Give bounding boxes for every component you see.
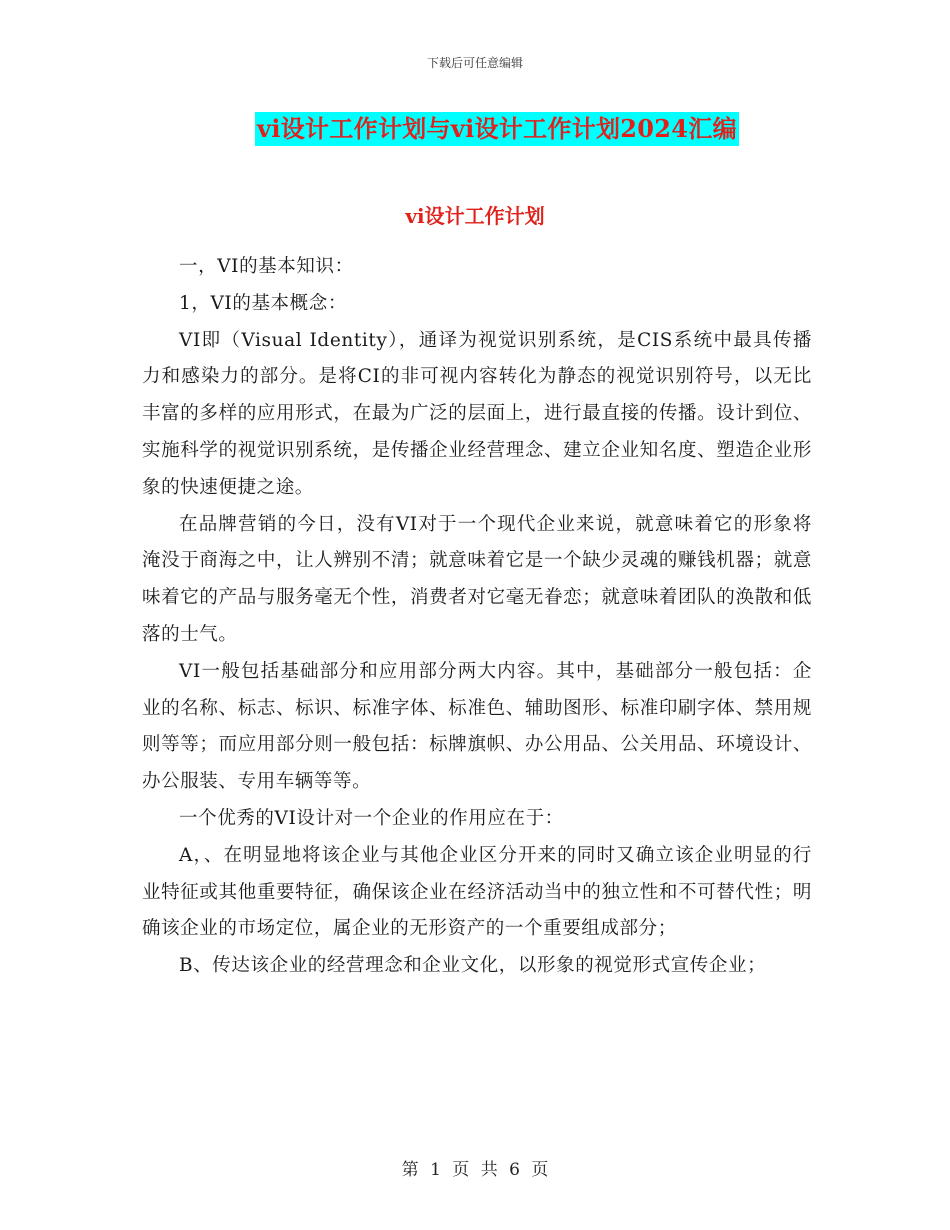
page-footer: 第 1 页 共 6 页 — [401, 1160, 549, 1180]
paragraph-7: A，、在明显地将该企业与其他企业区分开来的同时又确立该企业明显的行业特征或其他重要特征，确保该企业在经济活动当中的独立性和不可替代性；明确该企业的市场定位，属企业的无形资产的一个重要组成部分； — [142, 844, 812, 940]
paragraph-5: VI一般包括基础部分和应用部分两大内容。其中，基础部分一般包括：企业的名称、标志、标识、标准字体、标准色、辅助图形、标准印刷字体、禁用规则等等；而应用部分则一般包括：标牌旗帜、办公用品、公关用品、环境设计、办公服装、专用车辆等等。 — [142, 660, 812, 793]
main-title-wrap — [0, 112, 950, 146]
paragraph-6: 一个优秀的VI设计对一个企业的作用应在于： — [179, 807, 564, 829]
paragraph-2: 1，VI的基本概念： — [179, 292, 347, 314]
paragraph-3: VI即（Visual Identity），通译为视觉识别系统，是CIS系统中最具传播力和感染力的部分。是将CI的非可视内容转化为静态的视觉识别符号，以无比丰富的多样的应用形式，在最为广泛的层面上，进行最直接的传播。设计到位、实施科学的视觉识别系统，是传播企业经营理念、建立企业知名度、塑造企业形象的快速便捷之途。 — [142, 329, 812, 498]
section-title: vi设计工作计划 — [405, 204, 545, 228]
paragraph-8: B、传达该企业的经营理念和企业文化，以形象的视觉形式宣传企业； — [179, 955, 767, 977]
paragraph-1: 一，VI的基本知识： — [179, 256, 354, 277]
header-note: 下载后可任意编辑 — [426, 56, 523, 70]
document-body — [142, 249, 812, 985]
paragraph-4: 在品牌营销的今日，没有VI对于一个现代企业来说，就意味着它的形象将淹没于商海之中，让人辨别不清；就意味着它是一个缺少灵魂的赚钱机器；就意味着它的产品与服务毫无个性，消费者对它毫无眷恋；就意味着团队的涣散和低落的士气。 — [142, 513, 812, 645]
main-title: vi设计工作计划与vi设计工作计划2024汇编 — [255, 112, 739, 146]
